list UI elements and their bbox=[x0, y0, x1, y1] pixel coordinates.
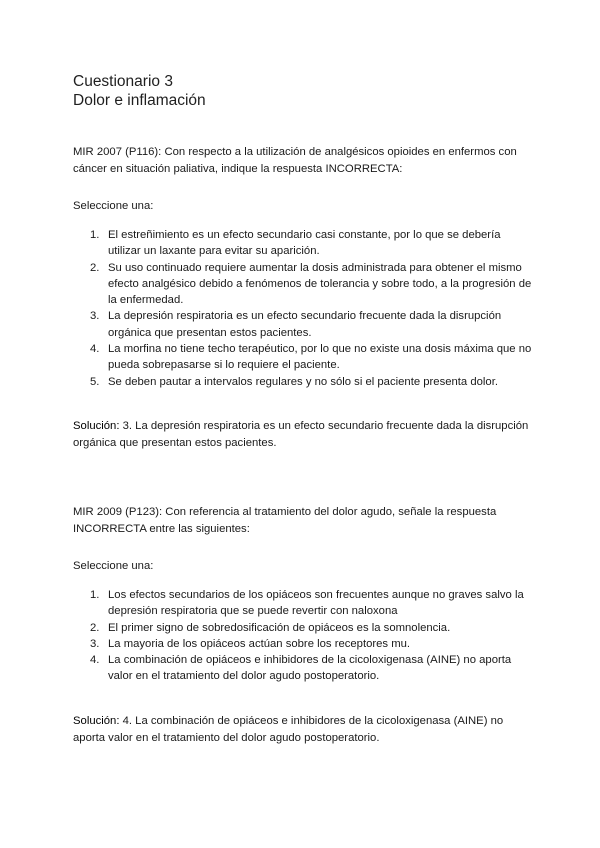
option-text: El primer signo de sobredosificación de opiáceos es la somnolencia. bbox=[108, 621, 451, 634]
solution-label: Solución: bbox=[73, 419, 120, 432]
question-text: MIR 2007 (P116): Con respecto a la utilización de analgésicos opioides en enfermos con cáncer en situación paliativa, indique la respuesta INCORRECTA: bbox=[73, 146, 517, 175]
solution-label: Solución: bbox=[73, 714, 120, 727]
option-item bbox=[73, 620, 533, 636]
option-text: La mayoria de los opiáceos actúan sobre los receptores mu. bbox=[108, 637, 411, 650]
solution-text: 3. La depresión respiratoria es un efecto secundario frecuente dada la disrupción orgánica que presentan estos pacientes. bbox=[73, 419, 529, 449]
options-list bbox=[73, 227, 533, 390]
option-item bbox=[73, 652, 533, 685]
option-number: 1. bbox=[90, 229, 100, 241]
select-label: Seleccione una: bbox=[73, 559, 154, 572]
page-title-line1: Cuestionario 3 bbox=[73, 73, 173, 90]
option-item bbox=[73, 636, 533, 652]
option-item bbox=[73, 374, 533, 390]
solution-text: 4. La combinación de opiáceos e inhibidores de la cicoloxigenasa (AINE) no aporta valor en el tratamiento del dolor agudo postoperatorio. bbox=[73, 714, 504, 744]
option-item bbox=[73, 341, 533, 374]
option-number: 5. bbox=[90, 375, 100, 388]
options-list bbox=[73, 587, 533, 685]
option-text: El estreñimiento es un efecto secundario casi constante, por lo que se debería utilizar un laxante para evitar su aparición. bbox=[108, 229, 501, 258]
solution bbox=[73, 418, 533, 452]
option-text: Se deben pautar a intervalos regulares y no sólo si el paciente presenta dolor. bbox=[108, 375, 498, 388]
option-number: 4. bbox=[90, 654, 100, 667]
question-text: MIR 2009 (P123): Con referencia al tratamiento del dolor agudo, señale la respuesta INCORRECTA entre las siguientes: bbox=[73, 505, 497, 535]
document-page bbox=[73, 72, 533, 747]
question-block bbox=[73, 504, 533, 747]
page-title-line2: Dolor e inflamación bbox=[73, 92, 206, 109]
option-item bbox=[73, 587, 533, 620]
option-item bbox=[73, 260, 533, 309]
select-label: Seleccione una: bbox=[73, 200, 154, 212]
option-text: La combinación de opiáceos e inhibidores de la cicoloxigenasa (AINE) no aporta valor en el tratamiento del dolor agudo postoperatorio. bbox=[108, 654, 512, 683]
option-number: 4. bbox=[90, 343, 100, 356]
option-item bbox=[73, 308, 533, 341]
option-text: Su uso continuado requiere aumentar la dosis administrada para obtener el mismo efecto analgésico debido a fenómenos de tolerancia y sobre todo, a la progresión de la enfermedad. bbox=[108, 261, 532, 307]
solution bbox=[73, 713, 533, 747]
question-block bbox=[73, 144, 533, 452]
option-number: 2. bbox=[90, 261, 100, 274]
option-text: La morfina no tiene techo terapéutico, por lo que no existe una dosis máxima que no pueda sobrepasarse si lo requiere el paciente. bbox=[108, 343, 532, 372]
option-number: 1. bbox=[90, 588, 100, 601]
option-number: 3. bbox=[90, 310, 100, 323]
option-item bbox=[73, 227, 533, 260]
option-text: La depresión respiratoria es un efecto secundario frecuente dada la disrupción orgánica que presentan estos pacientes. bbox=[108, 310, 502, 339]
option-number: 3. bbox=[90, 637, 100, 650]
option-number: 2. bbox=[90, 621, 100, 634]
option-text: Los efectos secundarios de los opiáceos son frecuentes aunque no graves salvo la depresión respiratoria que se puede revertir con naloxona bbox=[108, 588, 524, 618]
